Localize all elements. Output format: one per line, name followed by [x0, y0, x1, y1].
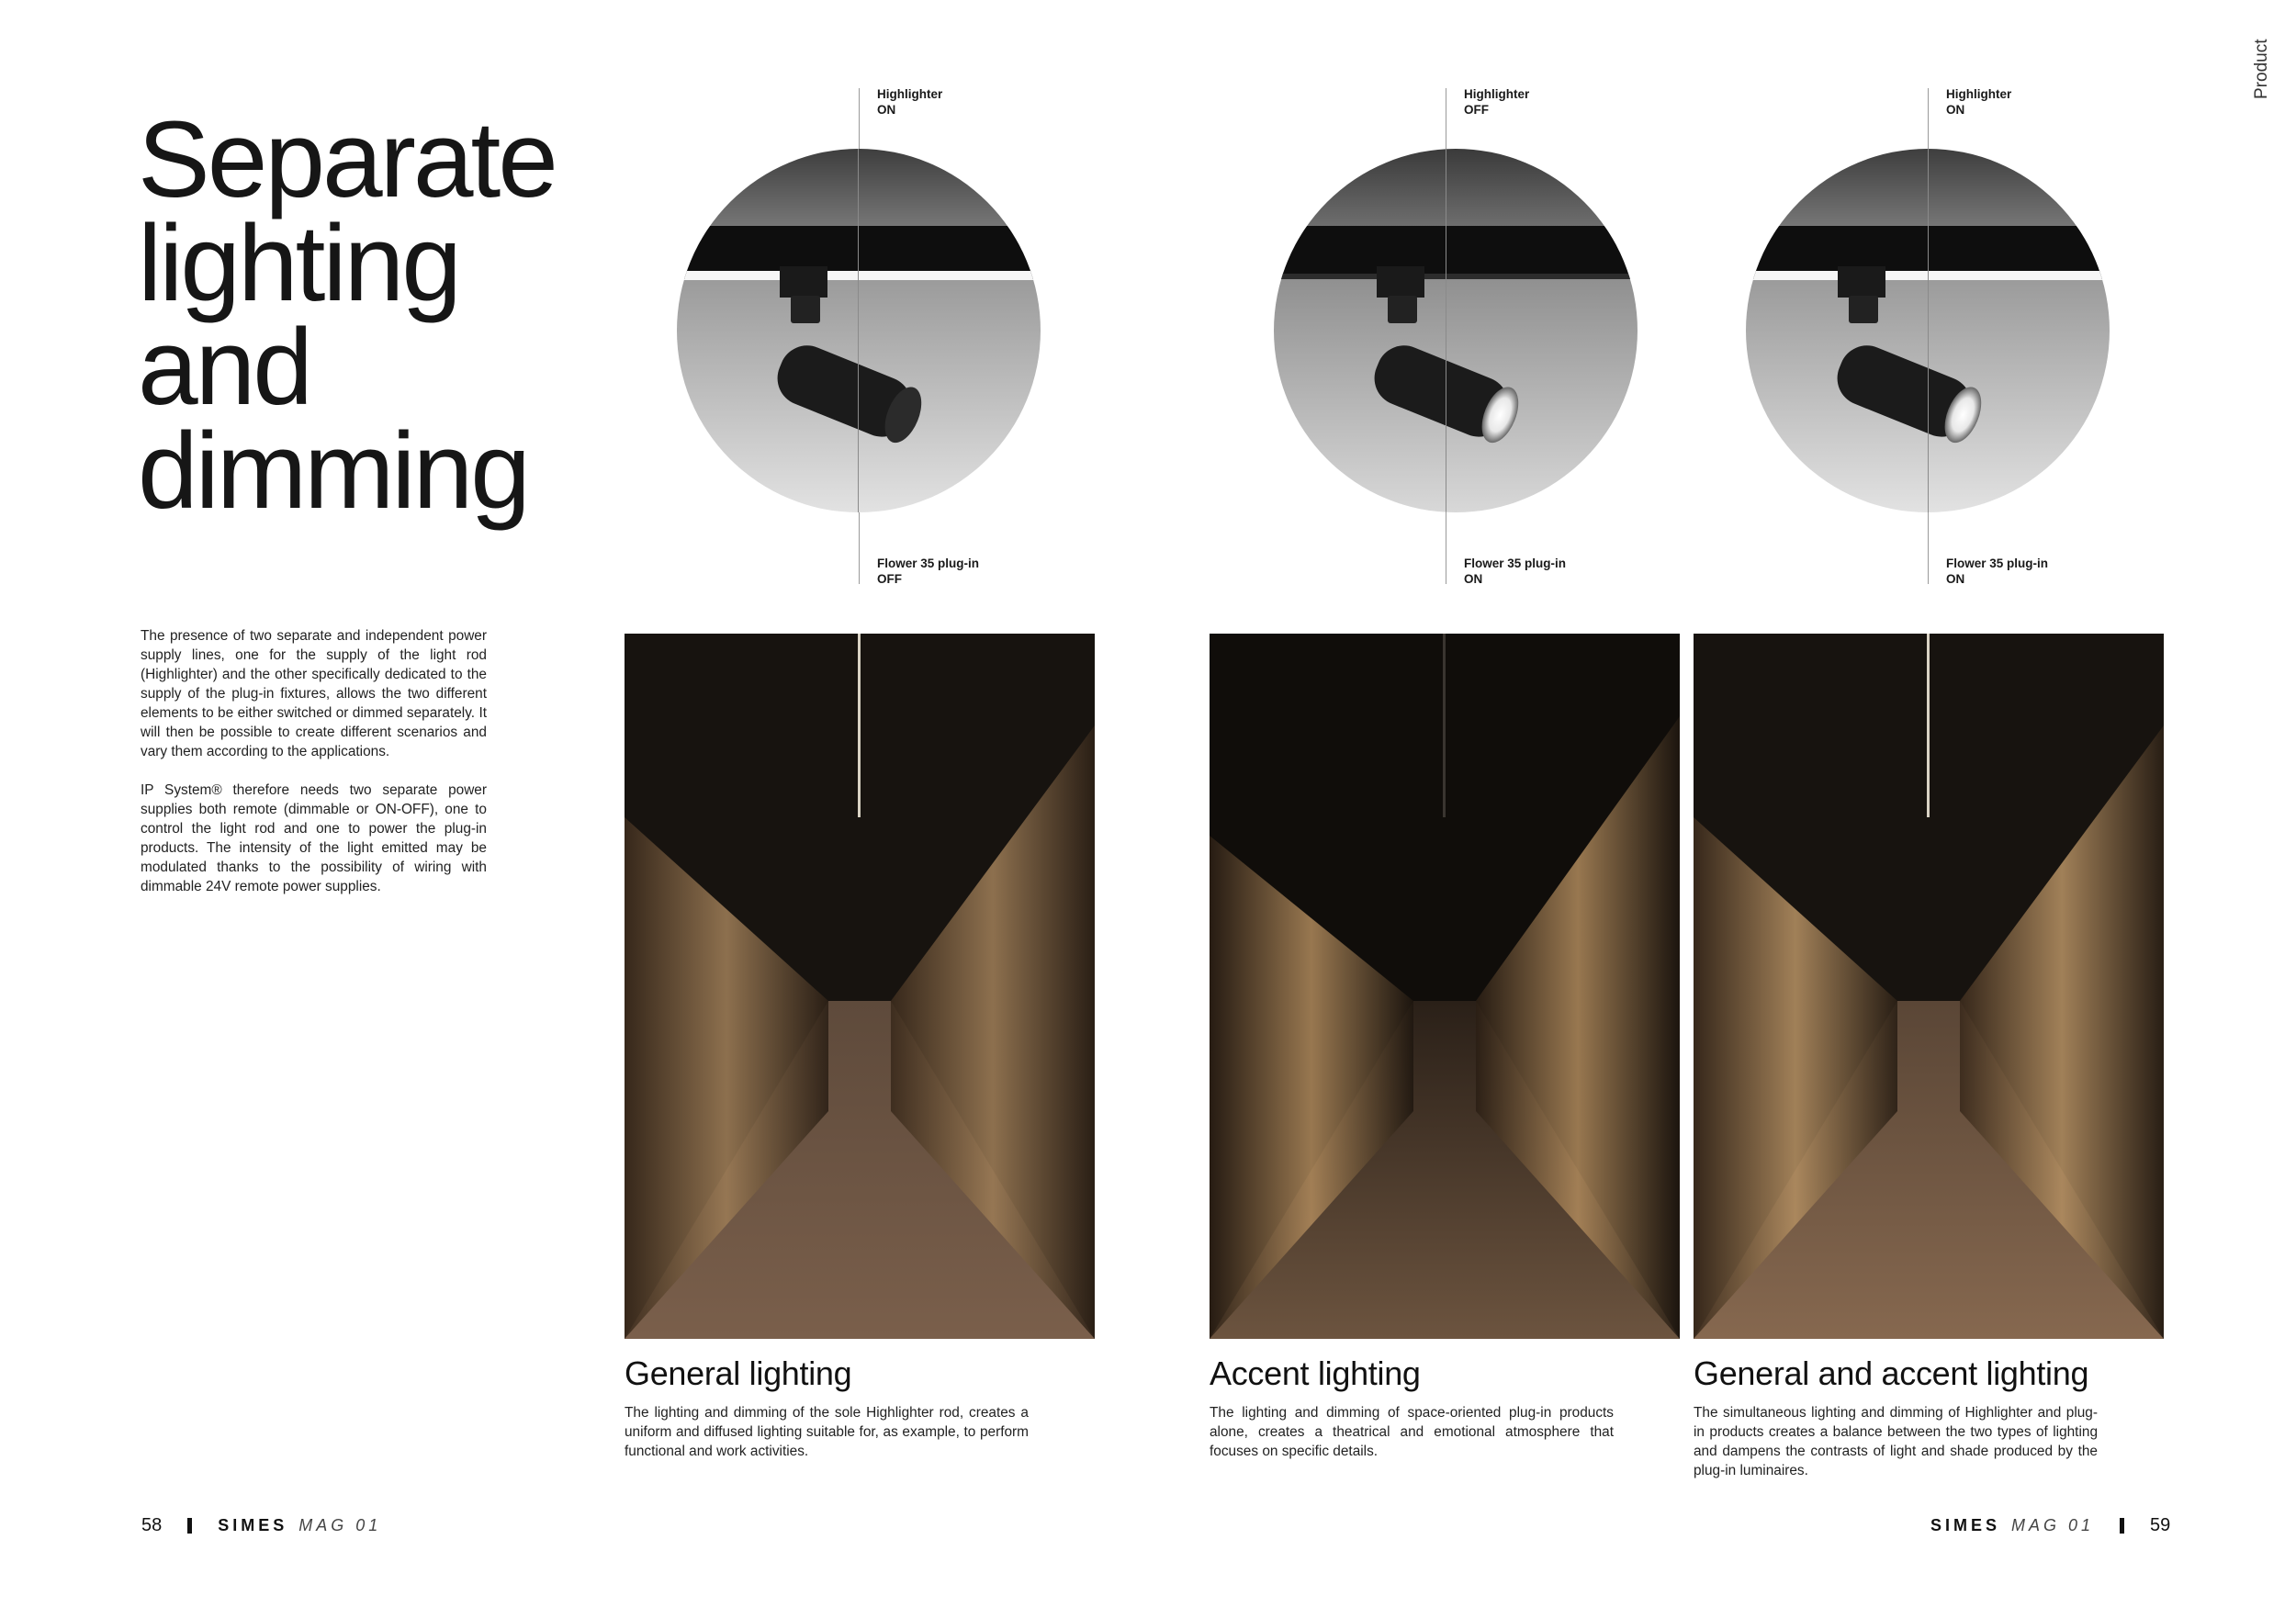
callout-state: OFF [877, 572, 902, 586]
intro-paragraph: The presence of two separate and independent power supply lines, one for the supply of the light rod (Highlighter) and the other specifically dedicated to the supply of the plug-in fixtures, allows the two different elements to be either switched or dimmed separately. It will then be possible to create different scenarios and vary them according to the applications. [141, 628, 487, 759]
callout-state: OFF [1464, 103, 1489, 117]
publication-name [218, 1516, 381, 1535]
fixture-detail-image [1274, 149, 1638, 512]
wine-cellar-photo-accent [1210, 634, 1680, 1339]
title-line: dimming [138, 410, 528, 532]
intro-text [141, 626, 487, 916]
page-number: 59 [2150, 1515, 2171, 1535]
fixture-detail-image [677, 149, 1041, 512]
magazine-issue: MAG 01 [298, 1516, 382, 1534]
plugin-callout [1464, 556, 1566, 587]
section-tab: Product [2252, 39, 2271, 99]
footer-separator [2120, 1518, 2124, 1534]
publication-name [1930, 1516, 2094, 1535]
footer-left [141, 1515, 381, 1536]
callout-label: Highlighter [1946, 87, 2012, 101]
callout-label: Flower 35 plug-in [1946, 556, 2049, 570]
footer-separator [187, 1518, 192, 1534]
scenario-heading: General lighting [625, 1354, 852, 1392]
fixture-illustration [1746, 149, 2110, 512]
highlighter-callout [1946, 86, 2011, 118]
callout-state: ON [1946, 103, 1965, 117]
callout-label: Highlighter [877, 87, 943, 101]
scenario-description: The lighting and dimming of space-oriented plug-in products alone, creates a theatrical and emotional atmosphere that focuses on specific details. [1210, 1405, 1614, 1459]
callout-label: Highlighter [1464, 87, 1530, 101]
fixture-illustration [1274, 149, 1638, 512]
plugin-callout [1946, 556, 2048, 587]
callout-state: ON [1464, 572, 1483, 586]
page-number: 58 [141, 1515, 163, 1535]
wine-cellar-photo-general [625, 634, 1095, 1339]
scenario-heading: Accent lighting [1210, 1354, 1421, 1392]
plugin-callout [877, 556, 979, 587]
brand-name: SIMES [218, 1516, 288, 1534]
wine-cellar-photo-combined [1694, 634, 2164, 1339]
fixture-illustration [677, 149, 1041, 512]
callout-label: Flower 35 plug-in [877, 556, 980, 570]
scenario-description: The lighting and dimming of the sole Highlighter rod, creates a uniform and diffused lighting suitable for, as example, to perform functional and work activities. [625, 1405, 1029, 1459]
magazine-issue: MAG 01 [2011, 1516, 2095, 1534]
highlighter-callout [1464, 86, 1529, 118]
brand-name: SIMES [1930, 1516, 2001, 1534]
page-title [138, 99, 652, 532]
scenario-description: The simultaneous lighting and dimming of Highlighter and plug-in products creates a balance between the two types of lighting and dampens the contrasts of light and shade produced by the plug-in luminaires. [1694, 1405, 2098, 1478]
scenario-heading: General and accent lighting [1694, 1354, 2089, 1392]
callout-state: ON [1946, 572, 1965, 586]
fixture-detail-image [1746, 149, 2110, 512]
highlighter-callout [877, 86, 942, 118]
footer-right [1930, 1515, 2170, 1536]
callout-label: Flower 35 plug-in [1464, 556, 1567, 570]
callout-state: ON [877, 103, 896, 117]
title-line: Separate [138, 99, 556, 220]
title-line: lighting [138, 203, 459, 324]
title-line: and [138, 307, 310, 428]
intro-paragraph: IP System® therefore needs two separate power supplies both remote (dimmable or ON-OFF), one to control the light rod and one to power the plug-in products. The intensity of the light emitted may be modulated thanks to the possibility of wiring with dimmable 24V remote power supplies. [141, 782, 487, 894]
